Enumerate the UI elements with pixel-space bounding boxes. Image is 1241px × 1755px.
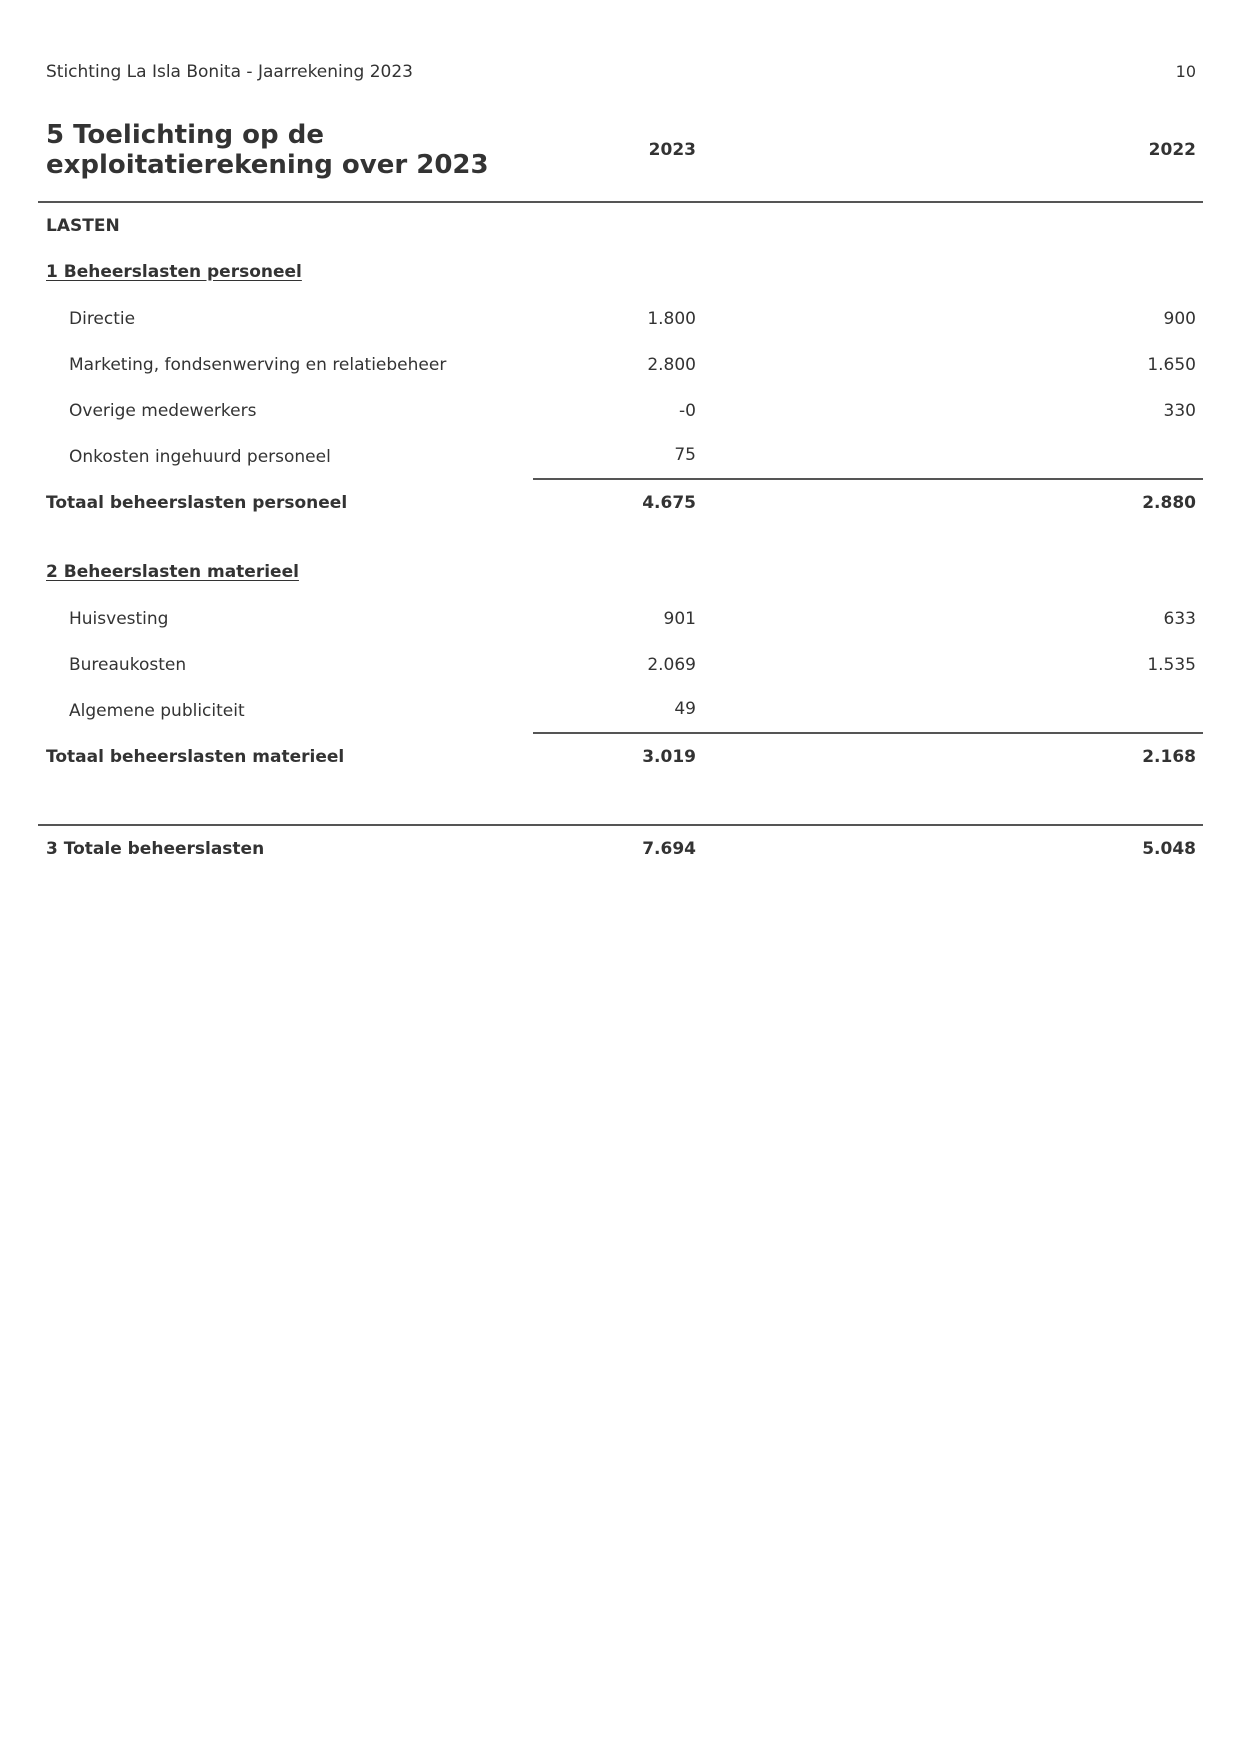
- page-title: [46, 120, 489, 180]
- personeel-row-2022: 330: [1163, 401, 1196, 421]
- grand-total-rule: [38, 824, 1203, 826]
- personeel-row-2023: 2.800: [647, 355, 696, 375]
- personeel-row-label: Directie: [69, 309, 136, 329]
- personeel-row-2023: -0: [679, 401, 696, 421]
- materieel-row-label: Algemene publiciteit: [69, 701, 245, 721]
- personeel-row-label: Marketing, fondsenwerving en relatiebeheer: [69, 355, 447, 375]
- document-header-title: Stichting La Isla Bonita - Jaarrekening 2023: [46, 62, 413, 82]
- materieel-total-2023: 3.019: [642, 747, 696, 767]
- materieel-row-2022: 633: [1163, 609, 1196, 629]
- materieel-heading: 2 Beheerslasten materieel: [46, 562, 299, 582]
- materieel-row-label: Huisvesting: [69, 609, 169, 629]
- personeel-row-2023: 75: [674, 445, 696, 465]
- personeel-subtotal-rule: [533, 478, 1203, 480]
- materieel-total-label: Totaal beheerslasten materieel: [46, 747, 345, 767]
- personeel-row-2023: 1.800: [647, 309, 696, 329]
- materieel-row-2023: 901: [663, 609, 696, 629]
- page-title-line-1: 5 Toelichting op de: [46, 120, 324, 150]
- grand-total-label: 3 Totale beheerslasten: [46, 839, 265, 859]
- column-header-2022: 2022: [1148, 140, 1196, 160]
- personeel-total-2023: 4.675: [642, 493, 696, 513]
- materieel-row-label: Bureaukosten: [69, 655, 187, 675]
- personeel-total-2022: 2.880: [1142, 493, 1196, 513]
- personeel-row-label: Onkosten ingehuurd personeel: [69, 447, 331, 467]
- header-divider: [38, 201, 1203, 203]
- lasten-heading: LASTEN: [46, 216, 120, 236]
- personeel-heading: 1 Beheerslasten personeel: [46, 262, 302, 282]
- page-title-line-2: exploitatierekening over 2023: [46, 150, 489, 180]
- personeel-total-label: Totaal beheerslasten personeel: [46, 493, 348, 513]
- personeel-row-label: Overige medewerkers: [69, 401, 257, 421]
- grand-total-2022: 5.048: [1142, 839, 1196, 859]
- materieel-total-2022: 2.168: [1142, 747, 1196, 767]
- personeel-row-2022: 1.650: [1147, 355, 1196, 375]
- materieel-row-2023: 49: [674, 699, 696, 719]
- grand-total-2023: 7.694: [642, 839, 696, 859]
- page-number: 10: [1175, 62, 1196, 81]
- materieel-subtotal-rule: [533, 732, 1203, 734]
- materieel-row-2023: 2.069: [647, 655, 696, 675]
- column-header-2023: 2023: [648, 140, 696, 160]
- materieel-row-2022: 1.535: [1147, 655, 1196, 675]
- personeel-row-2022: 900: [1163, 309, 1196, 329]
